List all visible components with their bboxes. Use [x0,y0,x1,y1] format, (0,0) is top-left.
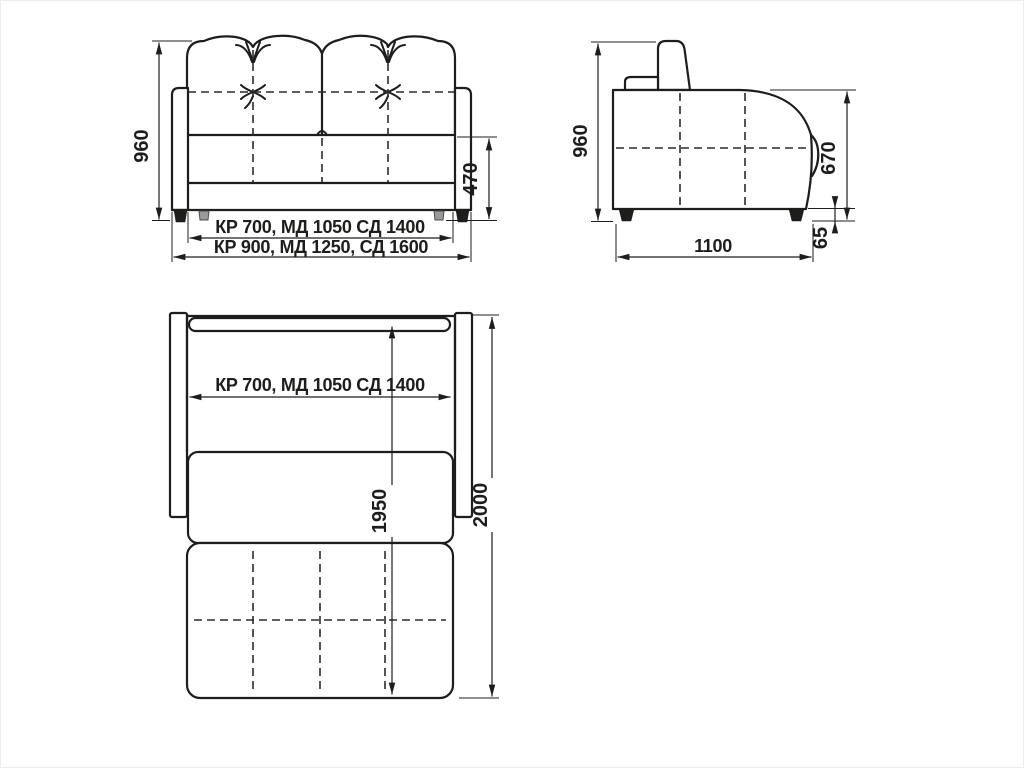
plan-overall-length-value: 2000 [470,482,492,528]
side-back-cushion [658,41,690,90]
front-inner-width-label: КР 700, МД 1050 СД 1400 [215,217,425,237]
side-height-value: 960 [570,124,592,158]
side-leg-height-ext-lines [808,209,855,222]
plan-armrest-left [170,313,187,517]
side-leg-height-value: 65 [810,226,832,250]
side-depth-value: 1100 [694,236,732,256]
plan-fold-length-value: 1950 [369,488,391,534]
front-view [131,36,497,262]
side-body [613,90,812,209]
top-view [170,313,499,698]
plan-fold-section-middle [188,452,453,543]
plan-inner-width-label: КР 700, МД 1050 СД 1400 [215,375,425,395]
side-arm-height-value: 670 [818,141,840,175]
side-view [570,41,856,262]
side-leg-right [789,209,804,221]
front-leg-rear-left [199,211,209,220]
front-outer-width-label: КР 900, МД 1250, СД 1600 [213,237,429,257]
front-height-value: 960 [131,129,153,163]
side-leg-left [619,209,634,221]
front-seat-height-value: 470 [460,162,482,196]
front-leg-rear-right [434,211,444,220]
plan-backrest-strip [189,318,450,331]
side-armrest-top [625,77,658,90]
front-armrest-left [172,88,188,210]
front-leg-front-left [174,210,187,222]
